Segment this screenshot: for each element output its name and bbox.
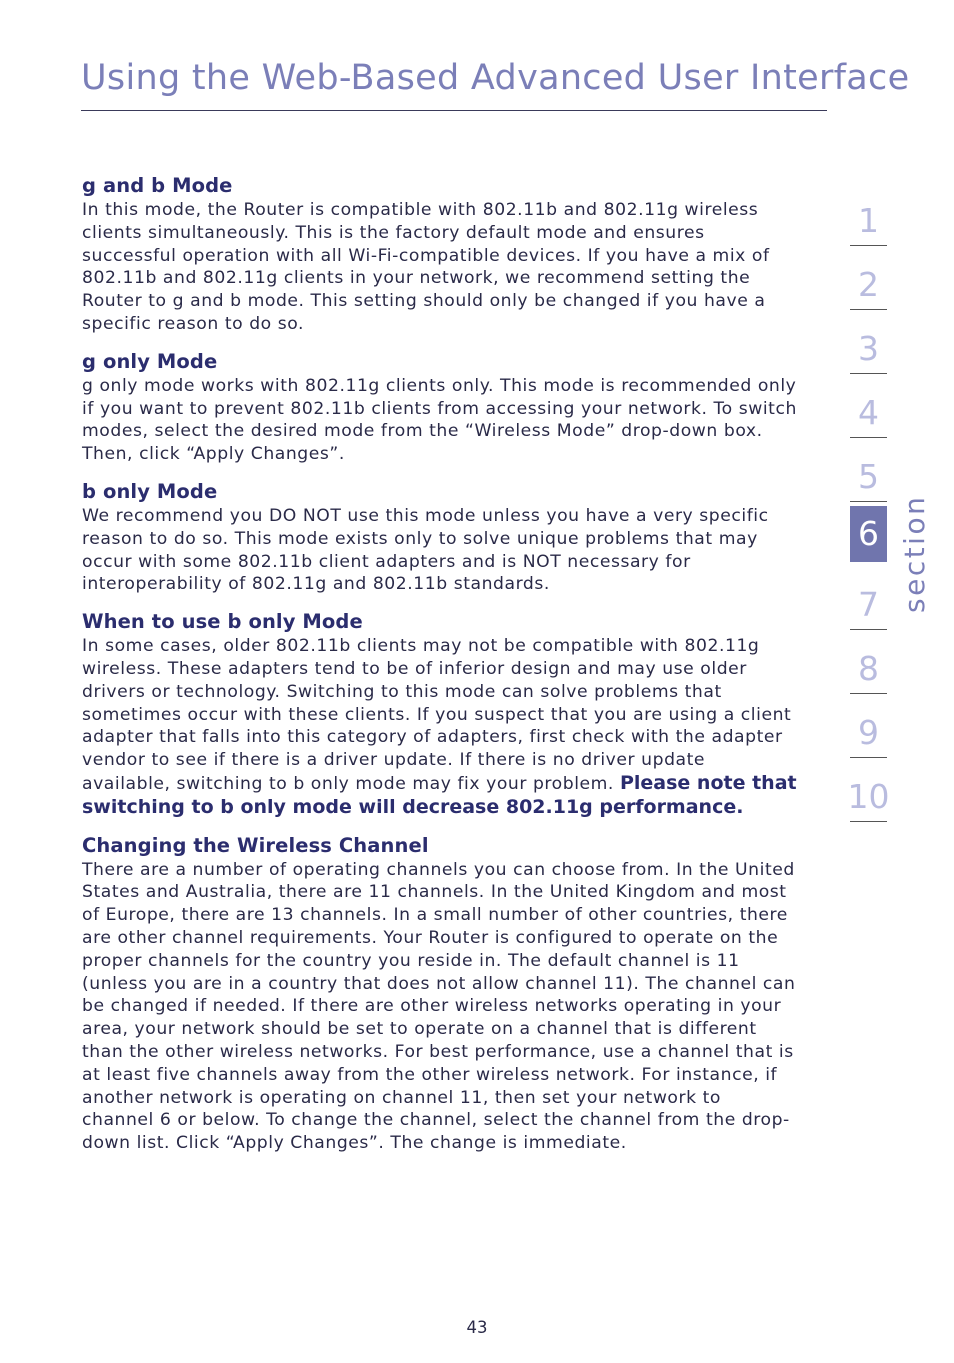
- performance-warning: Please note that switching to b only mode will decrease 802.11g performance.: [82, 771, 797, 818]
- section-nav-number: 3: [858, 329, 879, 368]
- section-heading: When to use b only Mode: [82, 610, 363, 634]
- section-nav-item-10[interactable]: [847, 758, 890, 822]
- section-heading: g and b Mode: [82, 174, 233, 197]
- header-divider: [81, 110, 827, 111]
- section-nav-item-9[interactable]: [850, 694, 887, 758]
- section-nav-item-4[interactable]: [850, 374, 887, 438]
- section-nav-item-1[interactable]: [850, 182, 887, 246]
- section-nav-number: 10: [847, 777, 890, 816]
- section-nav-number: 8: [858, 649, 879, 688]
- section-body: g only mode works with 802.11g clients only. This mode is recommended only if you want to prevent 802.11b clients from accessing your network. To switch modes, select the desired mode from the “Wireless Mode” drop-down box. Then, click “Apply Changes”.: [82, 375, 797, 465]
- section-nav-number: 5: [858, 457, 879, 496]
- section-g-only-mode: [82, 348, 797, 466]
- section-nav-item-6-active[interactable]: [850, 502, 887, 566]
- section-body-wrapper: [82, 635, 797, 819]
- page-number: 43: [466, 1318, 488, 1337]
- section-nav-number: 2: [858, 265, 879, 304]
- section-nav-item-3[interactable]: [850, 310, 887, 374]
- section-when-to-use-b-only: [82, 608, 797, 819]
- section-nav-item-5[interactable]: [850, 438, 887, 502]
- section-nav: [847, 182, 890, 822]
- section-body: There are a number of operating channels you can choose from. In the United States and Australia, there are 11 channels. In the United Kingdom and most of Europe, there are 13 channels. In a small number of other countries, there are other channel requirements. Your Router is configured to operate on the proper channels for the country you reside in. The default channel is 11 (unless you are in a country that does not allow channel 11). The channel can be changed if needed. If there are other wireless networks operating in your area, your network should be set to operate on a channel that is different than the other wireless networks. For best performance, use a channel that is at least five channels away from the other wireless network. For instance, if another network is operating on channel 11, then set your network to channel 6 or below. To change the channel, select the channel from the drop-down list. Click “Apply Changes”. The change is immediate.: [82, 859, 796, 1154]
- section-nav-number: 7: [858, 585, 879, 624]
- section-nav-number: 1: [858, 201, 879, 240]
- section-label: [896, 494, 936, 615]
- section-heading: b only Mode: [82, 479, 218, 503]
- section-changing-wireless-channel: [82, 832, 797, 1155]
- section-body: In some cases, older 802.11b clients may not be compatible with 802.11g wireless. These adapters tend to be of inferior design and may use older drivers or technology. Switching to this mode can solve problems that sometimes occur with these clients. If you suspect that you are using a client adapter that falls into this category of adapters, first check with the adapter vendor to see if there is a driver update. If there is no driver update available, switching to b only mode may fix your problem.: [82, 636, 792, 794]
- section-nav-item-8[interactable]: [850, 630, 887, 694]
- section-b-only-mode: [82, 478, 797, 596]
- section-nav-number: 6: [850, 506, 887, 562]
- section-nav-item-7[interactable]: [850, 566, 887, 630]
- page-header-title: Using the Web-Based Advanced User Interface: [81, 58, 910, 98]
- section-nav-number: 4: [858, 393, 879, 432]
- main-content: [82, 172, 797, 1167]
- section-nav-item-2[interactable]: [850, 246, 887, 310]
- section-label-text: section: [898, 494, 931, 613]
- section-heading: Changing the Wireless Channel: [82, 833, 429, 857]
- section-body: We recommend you DO NOT use this mode unless you have a very specific reason to do so. This mode exists only to solve unique problems that may occur with some 802.11b client adapters and is NOT necessary for interoperability of 802.11g and 802.11b standards.: [82, 505, 769, 595]
- section-nav-number: 9: [858, 713, 879, 752]
- section-heading: g only Mode: [82, 349, 218, 373]
- section-g-and-b-mode: [82, 172, 797, 336]
- section-body: In this mode, the Router is compatible with 802.11b and 802.11g wireless clients simultaneously. This is the factory default mode and ensures successful operation with all Wi-Fi-compatible devices. If you have a mix of 802.11b and 802.11g clients in your network, we recommend setting the Router to g and b mode. This setting should only be changed if you have a specific reason to do so.: [82, 200, 770, 334]
